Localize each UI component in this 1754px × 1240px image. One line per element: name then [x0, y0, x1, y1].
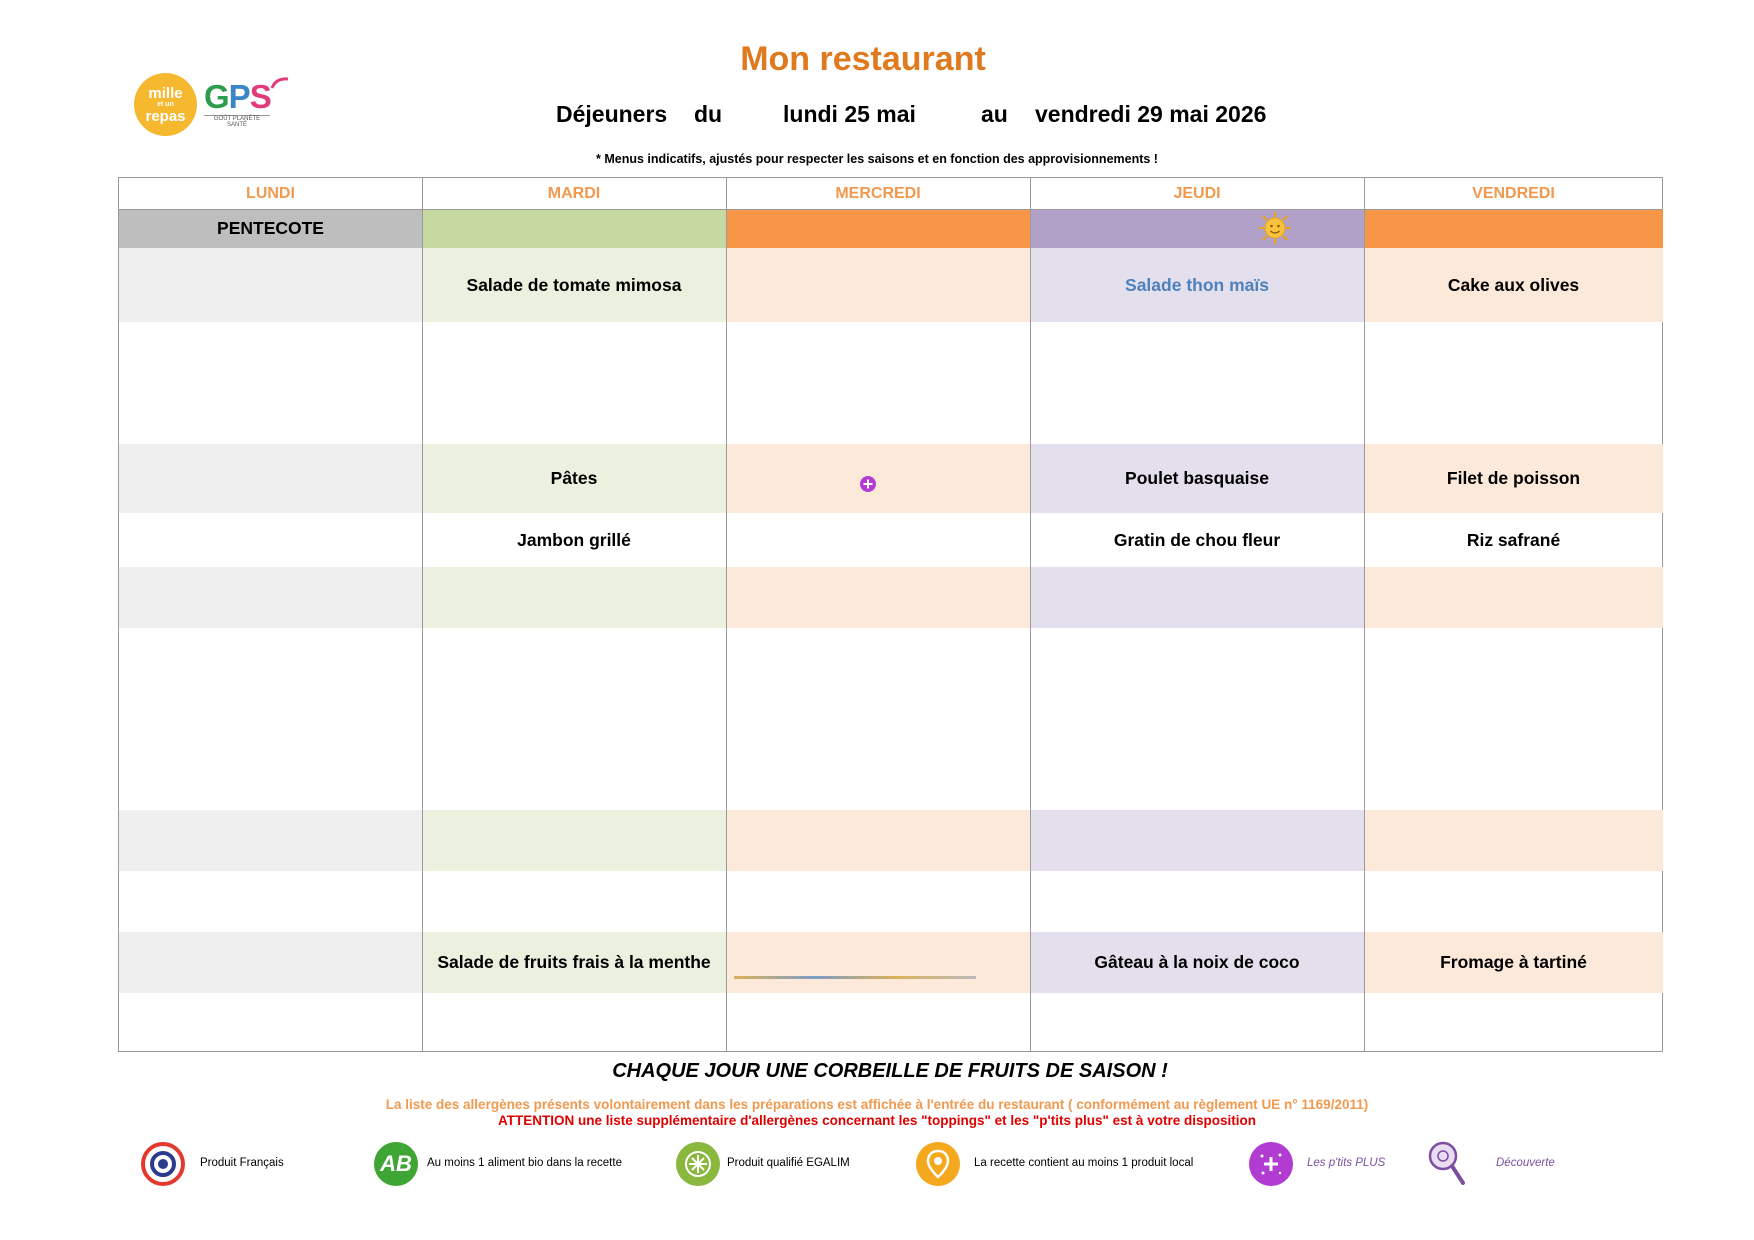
start-date: lundi 25 mai	[783, 101, 916, 127]
gps-logo-subtitle: GOÛT PLANÈTE SANTÉ	[204, 115, 270, 128]
band-vendredi	[1364, 209, 1663, 248]
band-mardi	[422, 209, 726, 248]
vendredi-accompagnement: Riz safrané	[1466, 529, 1561, 550]
au-label: au	[981, 101, 1008, 127]
mardi-accompagnement: Jambon grillé	[517, 529, 631, 550]
mercredi-accompagnement	[726, 513, 1030, 567]
fruit-basket-banner: CHAQUE JOUR UNE CORBEILLE DE FRUITS DE SAISON !	[612, 1060, 1168, 1082]
lundi-dessert	[119, 932, 422, 993]
column-divider	[1030, 178, 1031, 1051]
page-title: Mon restaurant	[740, 40, 986, 78]
mercredi-dessert	[726, 932, 1030, 993]
lundi-entree	[119, 248, 422, 322]
egalim-icon	[676, 1142, 720, 1186]
jeudi-plat: Poulet basquaise	[1030, 444, 1364, 513]
ptits-plus-icon	[1249, 1142, 1293, 1186]
day-header-lundi: LUNDI	[246, 184, 295, 202]
band-jeudi	[1030, 209, 1364, 248]
legend-label: La recette contient au moins 1 produit local	[974, 1157, 1194, 1169]
column-divider	[1364, 178, 1365, 1051]
day-header-mardi: MARDI	[547, 184, 601, 202]
mercredi-row-tint	[726, 810, 1030, 871]
holiday-label: PENTECOTE	[119, 209, 422, 248]
jeudi-row-tint	[1030, 567, 1364, 628]
ptits-plus-icon	[859, 475, 877, 493]
mercredi-row-tint	[726, 567, 1030, 628]
jeudi-row-tint	[1030, 810, 1364, 871]
day-header-mercredi: MERCREDI	[835, 184, 921, 202]
du-label: du	[694, 101, 723, 127]
legend-label: Découverte	[1496, 1157, 1555, 1169]
mardi-plat: Pâtes	[422, 444, 726, 513]
logo-text: mille	[148, 84, 183, 102]
dejeuners-label: Déjeuners	[556, 101, 668, 127]
legend-label: Les p'tits PLUS	[1307, 1157, 1386, 1169]
mercredi-plat	[726, 444, 1030, 513]
legend-label: Produit qualifié EGALIM	[727, 1157, 850, 1169]
gps-swoosh-icon	[270, 76, 290, 90]
column-divider	[726, 178, 727, 1051]
vendredi-row-tint	[1364, 567, 1663, 628]
local-pin-icon	[916, 1142, 960, 1186]
gps-logo-text: GPS	[204, 78, 271, 115]
lundi-plat	[119, 444, 422, 513]
discovery-icon	[1425, 1142, 1469, 1186]
legend-label: Produit Français	[200, 1157, 284, 1169]
end-date: vendredi 29 mai 2026	[1035, 101, 1267, 127]
day-header-vendredi: VENDREDI	[1472, 184, 1555, 202]
vendredi-entree: Cake aux olives	[1364, 248, 1663, 322]
organic-ab-icon: AB	[374, 1142, 418, 1186]
french-flag-icon	[141, 1142, 185, 1186]
mille-et-un-repas-logo	[134, 73, 197, 136]
jeudi-accompagnement: Gratin de chou fleur	[1113, 529, 1281, 550]
vendredi-row-tint	[1364, 810, 1663, 871]
mardi-row-tint	[422, 810, 726, 871]
legend-label: Au moins 1 aliment bio dans la recette	[427, 1157, 622, 1169]
gps-logo	[204, 80, 294, 130]
logo-text: repas	[145, 107, 186, 125]
lundi-row-tint	[119, 567, 422, 628]
allergens-warning: ATTENTION une liste supplémentaire d'allergènes concernant les "toppings" et les "p'tits plus" est à votre disposition	[498, 1113, 1256, 1128]
menu-table	[118, 177, 1663, 1052]
allergens-notice: La liste des allergènes présents volontairement dans les préparations est affichée à l'entrée du restaurant ( conformément au règlement UE n° 1169/2011)	[385, 1097, 1369, 1112]
row-divider	[119, 209, 1662, 210]
sun-icon	[1258, 211, 1292, 245]
lundi-accompagnement	[119, 513, 422, 567]
mardi-entree: Salade de tomate mimosa	[422, 248, 726, 322]
band-mercredi	[726, 209, 1030, 248]
mardi-dessert: Salade de fruits frais à la menthe	[422, 932, 726, 993]
lundi-row-tint	[119, 810, 422, 871]
mercredi-entree	[726, 248, 1030, 322]
vendredi-plat: Filet de poisson	[1364, 444, 1663, 513]
jeudi-dessert: Gâteau à la noix de coco	[1030, 932, 1364, 993]
vendredi-dessert: Fromage à tartiné	[1364, 932, 1663, 993]
day-header-jeudi: JEUDI	[1173, 184, 1221, 202]
mardi-row-tint	[422, 567, 726, 628]
jeudi-entree: Salade thon maïs	[1030, 248, 1364, 322]
menu-disclaimer: * Menus indicatifs, ajustés pour respecter les saisons et en fonction des approvisionnements !	[596, 152, 1158, 166]
decorative-strip	[734, 976, 976, 979]
column-divider	[422, 178, 423, 1051]
logo-text: et un	[157, 100, 174, 108]
